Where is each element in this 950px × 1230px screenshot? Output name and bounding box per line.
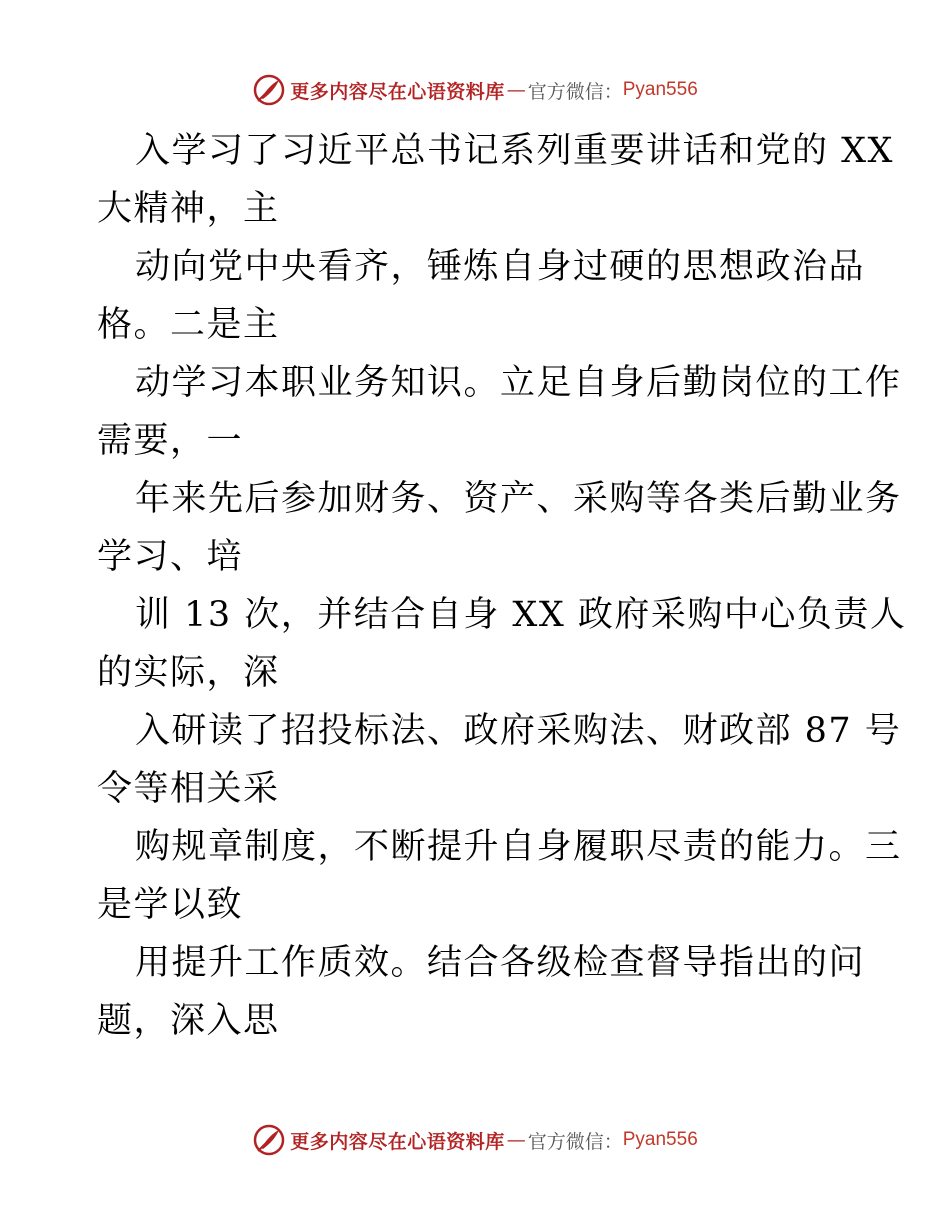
banner-dash: — bbox=[506, 79, 526, 101]
feather-quill-icon bbox=[252, 73, 286, 107]
footer-watermark-banner bbox=[0, 1120, 950, 1160]
body-line: 的实际，深 bbox=[97, 653, 280, 693]
body-line: 训 13 次，并结合自身 XX 政府采购中心负责人 bbox=[135, 595, 907, 635]
banner-main-text: 更多内容尽在心语资料库 bbox=[290, 80, 505, 103]
body-line: 题，深入思 bbox=[97, 1001, 280, 1041]
header-watermark-banner bbox=[0, 70, 950, 110]
body-line: 入学习了习近平总书记系列重要讲话和党的 XX bbox=[135, 131, 894, 171]
body-line: 购规章制度，不断提升自身履职尽责的能力。三 bbox=[135, 827, 902, 867]
body-line: 年来先后参加财务、资产、采购等各类后勤业务 bbox=[135, 479, 902, 519]
body-line: 入研读了招投标法、政府采购法、财政部 87 号 bbox=[135, 711, 902, 751]
body-line: 用提升工作质效。结合各级检查督导指出的问 bbox=[135, 943, 866, 983]
document-body bbox=[97, 122, 907, 1050]
banner-main-text: 更多内容尽在心语资料库 bbox=[290, 1130, 505, 1153]
body-line: 动向党中央看齐，锤炼自身过硬的思想政治品 bbox=[135, 247, 866, 287]
banner-wechat-id: Pyan556 bbox=[622, 1129, 698, 1150]
body-line: 大精神，主 bbox=[97, 189, 280, 229]
body-line: 学习、培 bbox=[97, 537, 244, 577]
body-line: 令等相关采 bbox=[97, 769, 280, 809]
body-line: 格。二是主 bbox=[97, 305, 280, 345]
banner-wechat-id: Pyan556 bbox=[622, 79, 698, 100]
feather-quill-icon bbox=[252, 1123, 286, 1157]
body-line: 动学习本职业务知识。立足自身后勤岗位的工作 bbox=[135, 363, 902, 403]
body-line: 是学以致 bbox=[97, 885, 244, 925]
body-line: 需要，一 bbox=[97, 421, 244, 461]
banner-sub-text: 官方微信： bbox=[527, 1130, 623, 1153]
banner-sub-text: 官方微信： bbox=[527, 80, 623, 103]
banner-dash: — bbox=[506, 1129, 526, 1151]
